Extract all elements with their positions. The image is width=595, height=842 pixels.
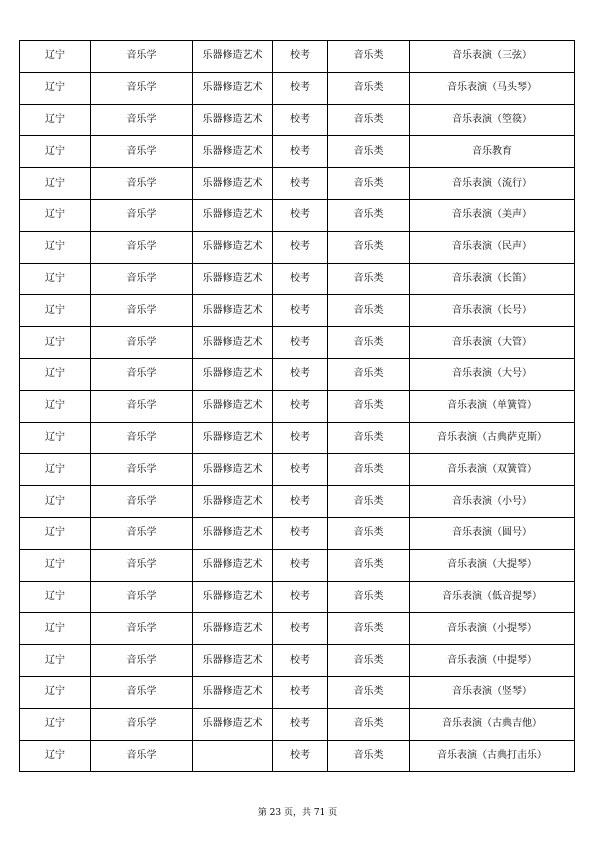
cell-exam: 校考 [273, 104, 328, 136]
cell-exam: 校考 [273, 327, 328, 359]
cell-subject [193, 740, 273, 772]
cell-category: 音乐类 [328, 72, 410, 104]
cell-category: 音乐类 [328, 581, 410, 613]
cell-subject: 乐器修造艺术 [193, 676, 273, 708]
table-row [20, 613, 575, 645]
cell-discipline: 音乐学 [91, 613, 193, 645]
cell-category: 音乐类 [328, 454, 410, 486]
cell-discipline: 音乐学 [91, 422, 193, 454]
table-row [20, 390, 575, 422]
cell-province: 辽宁 [20, 199, 91, 231]
table-row [20, 517, 575, 549]
cell-province: 辽宁 [20, 104, 91, 136]
cell-discipline: 音乐学 [91, 390, 193, 422]
cell-subject: 乐器修造艺术 [193, 295, 273, 327]
cell-subject: 乐器修造艺术 [193, 358, 273, 390]
cell-province: 辽宁 [20, 581, 91, 613]
cell-discipline: 音乐学 [91, 104, 193, 136]
table-row [20, 295, 575, 327]
cell-discipline: 音乐学 [91, 263, 193, 295]
cell-category: 音乐类 [328, 295, 410, 327]
cell-province: 辽宁 [20, 231, 91, 263]
cell-major: 音乐表演（古典吉他） [410, 708, 575, 740]
cell-major: 音乐表演（小号） [410, 486, 575, 518]
cell-category: 音乐类 [328, 104, 410, 136]
cell-province: 辽宁 [20, 645, 91, 677]
table-row [20, 104, 575, 136]
cell-major: 音乐表演（大管） [410, 327, 575, 359]
cell-province: 辽宁 [20, 327, 91, 359]
cell-subject: 乐器修造艺术 [193, 549, 273, 581]
cell-exam: 校考 [273, 645, 328, 677]
cell-category: 音乐类 [328, 390, 410, 422]
cell-exam: 校考 [273, 263, 328, 295]
cell-category: 音乐类 [328, 645, 410, 677]
cell-subject: 乐器修造艺术 [193, 454, 273, 486]
cell-province: 辽宁 [20, 517, 91, 549]
cell-subject: 乐器修造艺术 [193, 645, 273, 677]
cell-major: 音乐表演（长笛） [410, 263, 575, 295]
cell-category: 音乐类 [328, 168, 410, 200]
table-row [20, 358, 575, 390]
cell-subject: 乐器修造艺术 [193, 581, 273, 613]
cell-discipline: 音乐学 [91, 327, 193, 359]
table-row [20, 168, 575, 200]
cell-discipline: 音乐学 [91, 645, 193, 677]
cell-discipline: 音乐学 [91, 740, 193, 772]
cell-discipline: 音乐学 [91, 517, 193, 549]
cell-province: 辽宁 [20, 72, 91, 104]
cell-discipline: 音乐学 [91, 199, 193, 231]
table-row [20, 454, 575, 486]
cell-subject: 乐器修造艺术 [193, 486, 273, 518]
table-row [20, 72, 575, 104]
cell-province: 辽宁 [20, 295, 91, 327]
cell-category: 音乐类 [328, 740, 410, 772]
cell-exam: 校考 [273, 708, 328, 740]
cell-major: 音乐表演（大号） [410, 358, 575, 390]
cell-exam: 校考 [273, 41, 328, 73]
cell-discipline: 音乐学 [91, 136, 193, 168]
cell-subject: 乐器修造艺术 [193, 168, 273, 200]
cell-major: 音乐表演（流行） [410, 168, 575, 200]
cell-exam: 校考 [273, 390, 328, 422]
cell-major: 音乐表演（大提琴） [410, 549, 575, 581]
table-row [20, 549, 575, 581]
cell-major: 音乐表演（长号） [410, 295, 575, 327]
cell-exam: 校考 [273, 613, 328, 645]
cell-subject: 乐器修造艺术 [193, 263, 273, 295]
cell-category: 音乐类 [328, 676, 410, 708]
cell-discipline: 音乐学 [91, 168, 193, 200]
cell-major: 音乐表演（民声） [410, 231, 575, 263]
cell-major: 音乐表演（美声） [410, 199, 575, 231]
cell-exam: 校考 [273, 422, 328, 454]
cell-province: 辽宁 [20, 136, 91, 168]
cell-major: 音乐表演（双簧管） [410, 454, 575, 486]
cell-exam: 校考 [273, 72, 328, 104]
cell-major: 音乐表演（竖琴） [410, 676, 575, 708]
cell-exam: 校考 [273, 454, 328, 486]
cell-province: 辽宁 [20, 613, 91, 645]
cell-province: 辽宁 [20, 708, 91, 740]
admissions-table [19, 40, 575, 772]
cell-major: 音乐表演（低音提琴） [410, 581, 575, 613]
table-row [20, 422, 575, 454]
cell-category: 音乐类 [328, 486, 410, 518]
cell-discipline: 音乐学 [91, 454, 193, 486]
cell-province: 辽宁 [20, 168, 91, 200]
cell-province: 辽宁 [20, 263, 91, 295]
table-row [20, 263, 575, 295]
cell-discipline: 音乐学 [91, 295, 193, 327]
cell-province: 辽宁 [20, 740, 91, 772]
cell-major: 音乐教育 [410, 136, 575, 168]
table-row [20, 581, 575, 613]
cell-exam: 校考 [273, 740, 328, 772]
cell-subject: 乐器修造艺术 [193, 104, 273, 136]
cell-category: 音乐类 [328, 327, 410, 359]
cell-exam: 校考 [273, 486, 328, 518]
cell-category: 音乐类 [328, 517, 410, 549]
table-row [20, 136, 575, 168]
page-number-footer: 第 23 页，共 71 页 [257, 808, 338, 818]
cell-discipline: 音乐学 [91, 358, 193, 390]
table-row [20, 231, 575, 263]
cell-exam: 校考 [273, 549, 328, 581]
cell-province: 辽宁 [20, 486, 91, 518]
cell-exam: 校考 [273, 517, 328, 549]
cell-category: 音乐类 [328, 136, 410, 168]
cell-subject: 乐器修造艺术 [193, 708, 273, 740]
cell-province: 辽宁 [20, 454, 91, 486]
cell-subject: 乐器修造艺术 [193, 517, 273, 549]
cell-major: 音乐表演（单簧管） [410, 390, 575, 422]
cell-exam: 校考 [273, 136, 328, 168]
cell-major: 音乐表演（马头琴） [410, 72, 575, 104]
cell-discipline: 音乐学 [91, 549, 193, 581]
cell-province: 辽宁 [20, 41, 91, 73]
cell-exam: 校考 [273, 581, 328, 613]
cell-subject: 乐器修造艺术 [193, 199, 273, 231]
cell-exam: 校考 [273, 231, 328, 263]
cell-major: 音乐表演（三弦） [410, 41, 575, 73]
cell-province: 辽宁 [20, 390, 91, 422]
cell-subject: 乐器修造艺术 [193, 613, 273, 645]
cell-major: 音乐表演（古典萨克斯） [410, 422, 575, 454]
table-row [20, 327, 575, 359]
table-row [20, 199, 575, 231]
cell-subject: 乐器修造艺术 [193, 72, 273, 104]
cell-discipline: 音乐学 [91, 708, 193, 740]
table-row [20, 740, 575, 772]
cell-province: 辽宁 [20, 549, 91, 581]
table-row [20, 708, 575, 740]
cell-exam: 校考 [273, 676, 328, 708]
cell-subject: 乐器修造艺术 [193, 231, 273, 263]
cell-subject: 乐器修造艺术 [193, 41, 273, 73]
cell-category: 音乐类 [328, 199, 410, 231]
table-row [20, 41, 575, 73]
cell-major: 音乐表演（中提琴） [410, 645, 575, 677]
cell-discipline: 音乐学 [91, 676, 193, 708]
cell-category: 音乐类 [328, 613, 410, 645]
cell-category: 音乐类 [328, 358, 410, 390]
cell-major: 音乐表演（圆号） [410, 517, 575, 549]
cell-category: 音乐类 [328, 549, 410, 581]
cell-major: 音乐表演（箜篌） [410, 104, 575, 136]
cell-category: 音乐类 [328, 263, 410, 295]
cell-subject: 乐器修造艺术 [193, 136, 273, 168]
table-row [20, 486, 575, 518]
cell-discipline: 音乐学 [91, 41, 193, 73]
cell-exam: 校考 [273, 168, 328, 200]
cell-major: 音乐表演（小提琴） [410, 613, 575, 645]
cell-major: 音乐表演（古典打击乐） [410, 740, 575, 772]
cell-category: 音乐类 [328, 708, 410, 740]
cell-subject: 乐器修造艺术 [193, 390, 273, 422]
cell-discipline: 音乐学 [91, 581, 193, 613]
cell-subject: 乐器修造艺术 [193, 327, 273, 359]
table-row [20, 676, 575, 708]
table-body [20, 41, 575, 772]
cell-category: 音乐类 [328, 422, 410, 454]
cell-subject: 乐器修造艺术 [193, 422, 273, 454]
cell-province: 辽宁 [20, 422, 91, 454]
cell-province: 辽宁 [20, 358, 91, 390]
cell-exam: 校考 [273, 199, 328, 231]
table-row [20, 645, 575, 677]
cell-exam: 校考 [273, 295, 328, 327]
cell-discipline: 音乐学 [91, 231, 193, 263]
cell-exam: 校考 [273, 358, 328, 390]
cell-category: 音乐类 [328, 231, 410, 263]
cell-discipline: 音乐学 [91, 72, 193, 104]
cell-discipline: 音乐学 [91, 486, 193, 518]
cell-province: 辽宁 [20, 676, 91, 708]
cell-category: 音乐类 [328, 41, 410, 73]
